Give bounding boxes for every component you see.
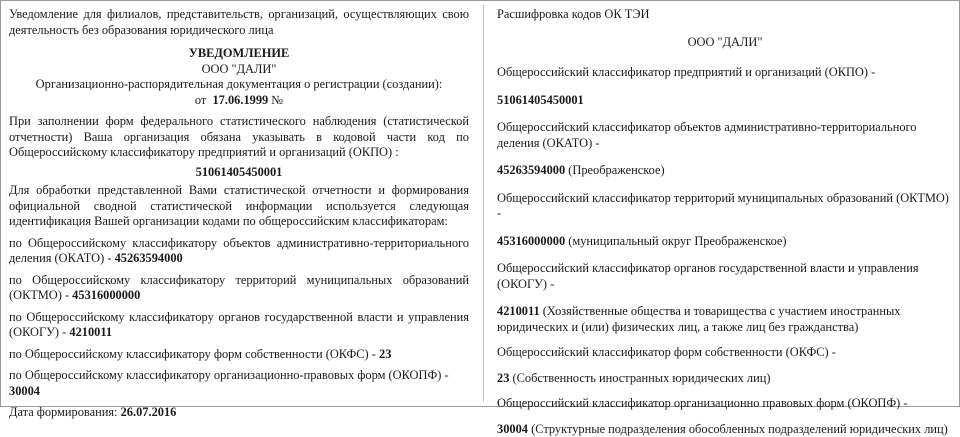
decoding-heading: Расшифровка кодов ОК ТЭИ [497, 7, 953, 23]
document-title: УВЕДОМЛЕНИЕ [9, 46, 469, 62]
okfs-description: (Собственность иностранных юридических лиц) [513, 371, 771, 385]
decoding-column [489, 1, 960, 406]
notification-column [1, 1, 477, 406]
okpo-value [497, 93, 953, 109]
okogu-value [497, 304, 953, 335]
registration-date-line [9, 93, 469, 109]
okopf-code: 30004 [497, 422, 528, 436]
okato-label: Общероссийский классификатор объектов административно-территориального деления (ОКАТО) - [497, 120, 953, 151]
okopf-label: Общероссийский классификатор организационно правовых форм (ОКОПФ) - [497, 396, 953, 412]
okato-description: (Преображенское) [568, 163, 664, 177]
okogu-label: по Общероссийскому классификатору органов государственной власти и управления (ОКОГУ) - [9, 310, 469, 340]
okpo-label: Общероссийский классификатор предприятий и организаций (ОКПО) - [497, 65, 953, 81]
intro-text: Уведомление для филиалов, представительств, организаций, осуществляющих свою деятельность без образования юридического лица [9, 7, 469, 38]
okopf-description: (Структурные подразделения обособленных подразделений юридических лиц) [531, 422, 948, 436]
oktmo-label: по Общероссийскому классификатору территорий муниципальных образований (ОКТМО) - [9, 273, 469, 303]
okpo-instruction: При заполнении форм федерального статистического наблюдения (статистической отчетности) Ваша организация обязана указывать в кодовой части код по Общероссийскому классификатору предприятий и организаций (ОКПО) : [9, 114, 469, 161]
okfs-value [497, 371, 953, 387]
okato-code: 45263594000 [115, 251, 183, 265]
registration-date: 17.06.1999 [212, 93, 268, 107]
classifiers-intro: Для обработки представленной Вами статистической отчетности и формирования официальной сводной статистической информации используется следующая идентификация Вашей организации кодами по общероссийским классификаторам: [9, 183, 469, 230]
okato-label: по Общероссийскому классификатору объектов административно-территориального деления (ОКАТО) - [9, 236, 469, 266]
okogu-description: (Хозяйственные общества и товарищества с участием иностранных юридических и (или) физических лиц, а также лиц без гражданства) [497, 304, 901, 334]
okfs-code: 23 [379, 347, 391, 361]
registration-doc-line: Организационно-распорядительная документация о регистрации (создании): [9, 77, 469, 93]
okfs-line [9, 347, 469, 363]
okogu-code: 4210011 [497, 304, 540, 318]
date-prefix: от [195, 93, 206, 107]
formed-label: Дата формирования: [9, 405, 117, 419]
oktmo-description: (муниципальный округ Преображенское) [568, 234, 786, 248]
okogu-label: Общероссийский классификатор органов государственной власти и управления (ОКОГУ) - [497, 261, 953, 292]
okopf-value [497, 422, 953, 437]
decoding-organization-name: ООО "ДАЛИ" [497, 35, 953, 51]
okopf-line [9, 368, 469, 399]
okfs-code: 23 [497, 371, 509, 385]
okogu-code: 4210011 [69, 325, 112, 339]
okfs-label: Общероссийский классификатор форм собственности (ОКФС) - [497, 345, 953, 361]
oktmo-code: 45316000000 [497, 234, 565, 248]
okato-value [497, 163, 953, 179]
okpo-code: 51061405450001 [497, 93, 584, 107]
okpo-code-large: 51061405450001 [9, 165, 469, 181]
oktmo-label: Общероссийский классификатор территорий муниципальных образований (ОКТМО) - [497, 191, 953, 222]
okopf-code: 30004 [9, 384, 40, 398]
okopf-label: по Общероссийскому классификатору организационно-правовых форм (ОКОПФ) - [9, 368, 449, 382]
okato-code: 45263594000 [497, 163, 565, 177]
oktmo-value [497, 234, 953, 250]
number-sign: № [271, 93, 283, 107]
formed-date: 26.07.2016 [121, 405, 177, 419]
organization-name: ООО "ДАЛИ" [9, 62, 469, 78]
okato-line [9, 236, 469, 267]
oktmo-code: 45316000000 [72, 288, 140, 302]
okfs-label: по Общероссийскому классификатору форм собственности (ОКФС) - [9, 347, 376, 361]
okogu-line [9, 310, 469, 341]
formed-date-line [9, 405, 469, 421]
column-divider [483, 5, 484, 402]
oktmo-line [9, 273, 469, 304]
